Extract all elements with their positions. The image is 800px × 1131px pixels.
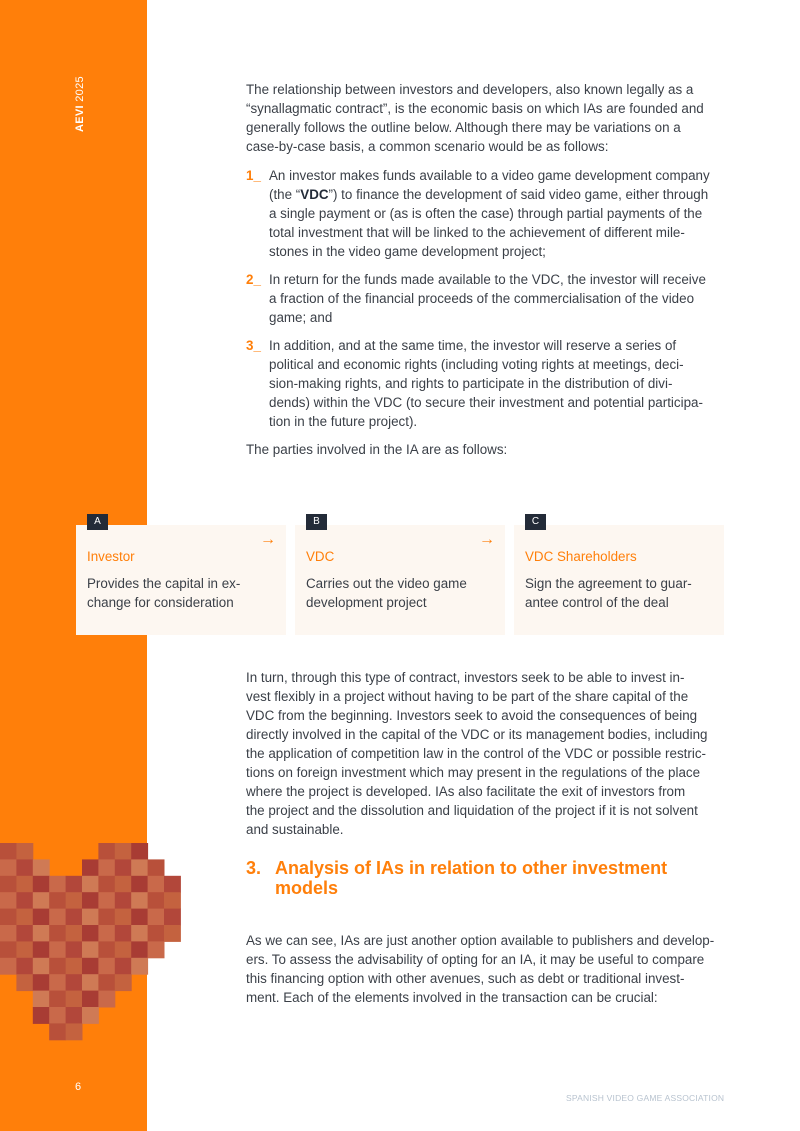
heart-pixel — [98, 958, 115, 975]
heart-pixel — [115, 843, 132, 860]
heart-pixel — [16, 925, 33, 942]
list-item — [246, 270, 726, 327]
list-item — [246, 336, 726, 431]
card-badge: C — [525, 514, 546, 530]
heart-pixel — [66, 991, 83, 1008]
heart-pixel — [33, 859, 50, 876]
heart-pixel — [66, 974, 83, 991]
heart-pixel — [49, 974, 66, 991]
section-heading — [246, 858, 726, 898]
arrow-right-icon: → — [479, 531, 495, 548]
heart-pixel — [16, 892, 33, 909]
list-number: 3_ — [246, 338, 261, 353]
heart-pixel — [115, 925, 132, 942]
heart-pixel — [16, 958, 33, 975]
heart-pixel — [82, 1007, 99, 1024]
heart-pixel — [164, 892, 181, 909]
heart-pixel — [115, 958, 132, 975]
heart-pixel — [115, 974, 132, 991]
heart-pixel — [98, 991, 115, 1008]
heart-pixel — [82, 941, 99, 958]
heart-pixel — [82, 925, 99, 942]
parties-intro: The parties involved in the IA are as follows: — [246, 442, 508, 457]
card-desc: Carries out the video game development project — [306, 576, 467, 610]
heart-pixel — [164, 876, 181, 893]
heart-pixel — [66, 1023, 83, 1040]
list-number: 1_ — [246, 168, 261, 183]
heart-pixel — [148, 892, 165, 909]
card-badge: B — [306, 514, 327, 530]
list-text: An investor makes funds available to a video game development company (the “ — [269, 168, 710, 202]
heart-pixel — [66, 941, 83, 958]
heart-pixel — [148, 909, 165, 926]
heart-pixel — [0, 859, 17, 876]
heart-pixel — [98, 843, 115, 860]
heart-pixel — [82, 859, 99, 876]
intro-paragraph: The relationship between investors and developers, also known legally as a “synallagmatic contract”, is the economic basis on which IAs are founded and generally follows the outline below. Although there may be variations on a case-by-case basis, a common scenario would be as follows: — [246, 82, 704, 154]
heart-pixel — [66, 958, 83, 975]
heart-pixel — [115, 892, 132, 909]
heart-pixel — [66, 876, 83, 893]
heart-pixel — [0, 843, 17, 860]
heart-pixel — [49, 909, 66, 926]
heart-pixel — [148, 876, 165, 893]
heart-pixel — [49, 892, 66, 909]
heart-pixel — [148, 925, 165, 942]
heart-pixel — [82, 892, 99, 909]
heart-pixel — [115, 909, 132, 926]
heart-pixel — [98, 859, 115, 876]
arrow-right-icon: → — [260, 531, 276, 548]
card-title: Investor — [87, 549, 135, 564]
party-card-vdc — [295, 516, 505, 635]
heart-pixel — [66, 1007, 83, 1024]
body-paragraph: As we can see, IAs are just another option available to publishers and develop- ers. To assess the advisability of opting for an IA, it may be useful to compare this financing option with other avenues, such as debt or traditional invest- ment. Each of the elements involved in the transaction can be crucial: — [246, 933, 715, 1005]
list-number: 2_ — [246, 272, 261, 287]
list-text: In return for the funds made available to the VDC, the investor will receive a fraction of the financial proceeds of the commercialisation of the video game; and — [269, 272, 706, 325]
heart-pixel — [131, 925, 148, 942]
heart-pixel — [66, 892, 83, 909]
heart-pixel — [98, 974, 115, 991]
section-number: 3. — [246, 858, 262, 878]
heart-pixel — [49, 941, 66, 958]
heart-pixel — [16, 859, 33, 876]
heart-pixel — [98, 925, 115, 942]
section-title: Analysis of IAs in relation to other investment models — [275, 858, 668, 898]
heart-pixel — [115, 876, 132, 893]
heart-pixel — [131, 941, 148, 958]
heart-pixel — [33, 991, 50, 1008]
heart-pixel — [98, 892, 115, 909]
heart-pixel — [98, 941, 115, 958]
list-text: ”) to finance the development of said video game, either through a single payment or (as is often the case) through partial payments of the total investment that will be linked to the achievement of different mile- stones in the video game development project; — [269, 187, 709, 259]
heart-pixel — [115, 859, 132, 876]
heart-pixel — [49, 925, 66, 942]
party-card-investor — [76, 516, 286, 635]
heart-pixel — [115, 941, 132, 958]
heart-pixel — [131, 843, 148, 860]
list-item — [246, 166, 726, 261]
heart-pixel — [164, 909, 181, 926]
heart-pixel — [66, 925, 83, 942]
heart-pixel — [131, 859, 148, 876]
heart-pixel — [66, 909, 83, 926]
card-badge: A — [87, 514, 108, 530]
heart-pixel — [98, 909, 115, 926]
heart-pixel — [82, 876, 99, 893]
heart-pixel — [33, 925, 50, 942]
heart-pixel — [131, 892, 148, 909]
heart-pixel — [131, 876, 148, 893]
heart-pixel — [131, 958, 148, 975]
heart-pixel — [33, 892, 50, 909]
heart-pixel — [49, 991, 66, 1008]
party-card-shareholders — [514, 516, 724, 635]
heart-pixel — [16, 843, 33, 860]
heart-pixel — [49, 958, 66, 975]
heart-pixel — [49, 876, 66, 893]
heart-pixel — [16, 974, 33, 991]
heart-pixel — [0, 876, 17, 893]
heart-pixel — [49, 1023, 66, 1040]
heart-pixel — [148, 859, 165, 876]
heart-pixel — [164, 925, 181, 942]
heart-pixel — [16, 909, 33, 926]
heart-pixel — [33, 876, 50, 893]
heart-pixel — [131, 909, 148, 926]
heart-pixel — [33, 974, 50, 991]
page-number: 6 — [75, 1081, 82, 1093]
heart-pixel — [148, 941, 165, 958]
heart-pixel — [33, 909, 50, 926]
heart-pixel — [0, 892, 17, 909]
heart-pixel — [82, 974, 99, 991]
pixel-heart-image — [0, 843, 182, 1053]
heart-pixel — [0, 909, 17, 926]
heart-pixel — [49, 1007, 66, 1024]
heart-pixel — [0, 958, 17, 975]
year: 2025 — [74, 76, 86, 102]
heart-pixel — [0, 925, 17, 942]
heart-pixel — [82, 958, 99, 975]
heart-pixel — [82, 991, 99, 1008]
heart-pixel — [33, 941, 50, 958]
card-desc: Provides the capital in ex- change for consideration — [87, 576, 241, 610]
list-bold: VDC — [300, 187, 329, 202]
heart-pixel — [33, 1007, 50, 1024]
body-paragraph: In turn, through this type of contract, investors seek to be able to invest in- vest flexibly in a project without having to be part of the share capital of the VDC from the beginning. Investors seek to avoid the consequences of being directly involved in the capital of the VDC or its management bodies, including the application of competition law in the control of the VDC or possible restric- tions on foreign investment which may present in the regulations of the place where the project is developed. IAs also facilitate the exit of investors from the project and the dissolution and liquidation of the project if it is not solvent and sustainable. — [246, 670, 708, 837]
footer-org: SPANISH VIDEO GAME ASSOCIATION — [566, 1093, 725, 1103]
heart-pixel — [16, 876, 33, 893]
heart-pixel — [82, 909, 99, 926]
list-text: In addition, and at the same time, the investor will reserve a series of political and economic rights (including voting rights at meetings, deci- sion-making rights, and rights to participate in the distribution of divi- dends) within the VDC (to secure their investment and potential participa- tion in the future project). — [269, 338, 703, 429]
heart-pixel — [0, 941, 17, 958]
card-title: VDC — [306, 549, 335, 564]
card-title: VDC Shareholders — [525, 549, 637, 564]
header-vertical-label — [74, 76, 86, 132]
brand: AEVI — [74, 105, 86, 132]
heart-pixel — [33, 958, 50, 975]
card-desc: Sign the agreement to guar- antee control of the deal — [525, 576, 692, 610]
heart-pixel — [16, 941, 33, 958]
heart-pixel — [98, 876, 115, 893]
